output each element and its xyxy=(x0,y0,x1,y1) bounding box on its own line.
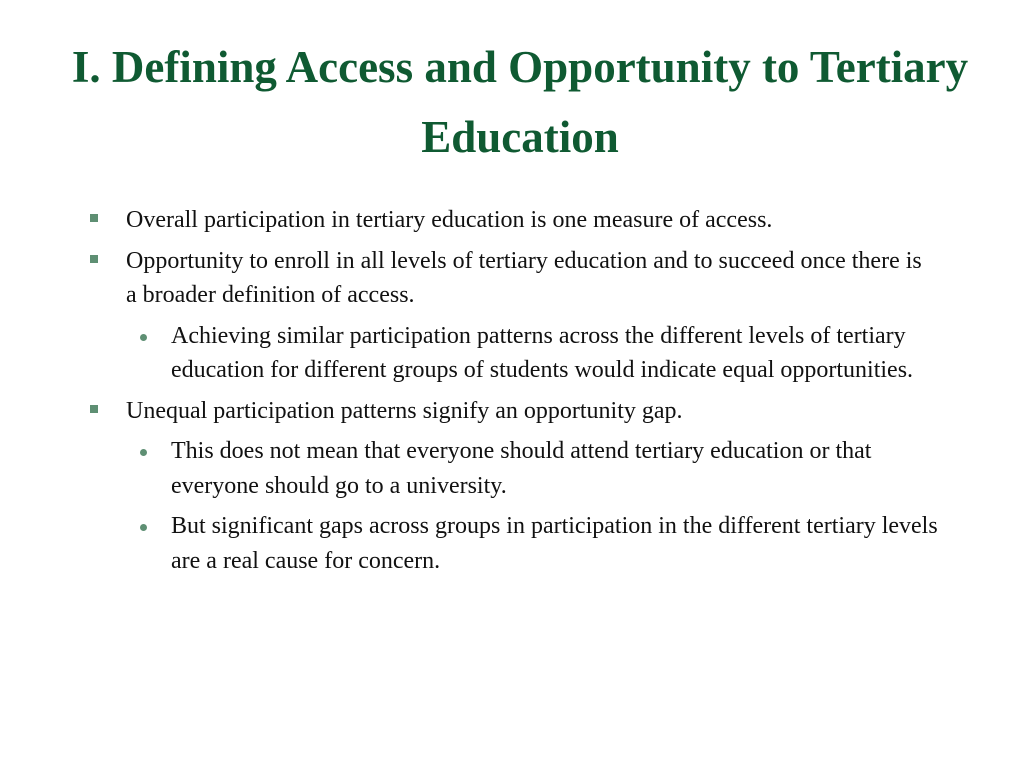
dot-bullet-icon xyxy=(140,449,147,456)
bullet-text: Overall participation in tertiary education is one measure of access. xyxy=(126,207,773,233)
square-bullet-icon xyxy=(90,214,98,222)
sub-bullet-item xyxy=(0,434,1024,503)
dot-bullet-icon xyxy=(140,334,147,341)
sub-bullet-text: This does not mean that everyone should attend tertiary education or that everyone should go to a university. xyxy=(171,438,872,499)
square-bullet-icon xyxy=(90,405,98,413)
sub-bullet-text: Achieving similar participation patterns across the different levels of tertiary education for different groups of students would indicate equal opportunities. xyxy=(171,322,914,383)
bullet-item xyxy=(0,244,1024,313)
bullet-text: Opportunity to enroll in all levels of tertiary education and to succeed once there is a broader definition of access. xyxy=(126,247,922,308)
bullet-item xyxy=(0,394,1024,429)
bullet-list xyxy=(0,203,1024,584)
sub-bullet-text: But significant gaps across groups in participation in the different tertiary levels are a real cause for concern. xyxy=(171,513,938,574)
bullet-text: Unequal participation patterns signify an opportunity gap. xyxy=(126,397,683,424)
square-bullet-icon xyxy=(90,255,98,263)
dot-bullet-icon xyxy=(140,524,147,531)
sub-bullet-item xyxy=(0,319,1024,388)
sub-bullet-item xyxy=(0,509,1024,578)
bullet-item xyxy=(0,203,1024,238)
slide-title: I. Defining Access and Opportunity to Tertiary Education xyxy=(71,42,969,162)
